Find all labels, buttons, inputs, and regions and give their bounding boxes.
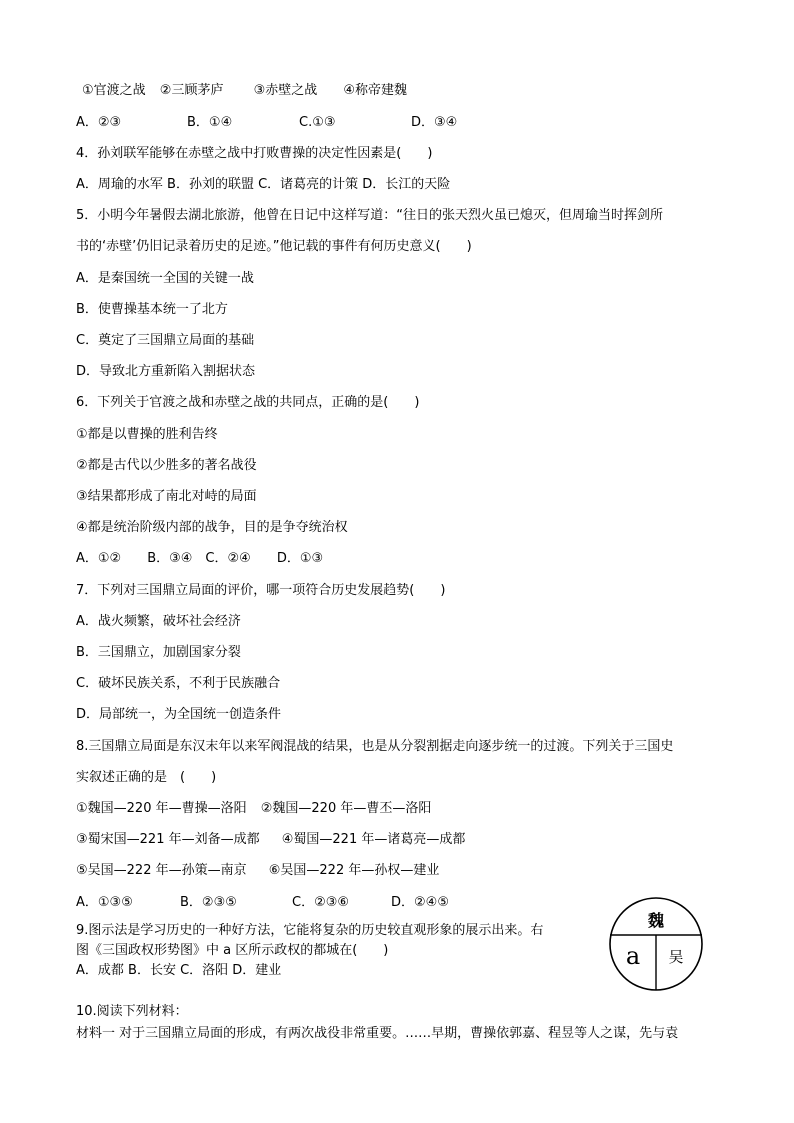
q3-option-c: C.①③ bbox=[299, 115, 336, 130]
q8-item-row-2 bbox=[76, 831, 465, 849]
q7-option-d: D．局部统一，为全国统一创造条件 bbox=[76, 707, 282, 722]
q8-stem-line2: 实叙述正确的是 ( ) bbox=[76, 770, 217, 785]
q6-stem: 6．下列关于官渡之战和赤壁之战的共同点，正确的是( ) bbox=[76, 395, 420, 410]
q6-item-4: ④都是统治阶级内部的战争，目的是争夺统治权 bbox=[76, 520, 348, 535]
q3-option-a: A．②③ bbox=[76, 115, 122, 130]
q6-item-2: ②都是古代以少胜多的著名战役 bbox=[76, 458, 257, 473]
three-kingdoms-circle-figure bbox=[607, 895, 705, 993]
q7-stem: 7．下列对三国鼎立局面的评价，哪一项符合历史发展趋势( ) bbox=[76, 583, 446, 598]
q10-material-1: 材料一 对于三国鼎立局面的形成，有两次战役非常重要。……早期，曹操依郭嘉、程昱等人之谋，先与袁 bbox=[76, 1026, 679, 1041]
q3-item: ②三顾茅庐 bbox=[159, 83, 224, 98]
q8-option-a: A．①③⑤ bbox=[76, 895, 133, 910]
q9-options: A．成都 B．长安 C．洛阳 D．建业 bbox=[76, 963, 282, 978]
q5-option-a: A．是秦国统一全国的关键一战 bbox=[76, 271, 254, 286]
q3-item: ④称帝建魏 bbox=[343, 83, 408, 98]
q3-option-b: B．①④ bbox=[187, 115, 233, 130]
q7-option-c: C．破坏民族关系，不利于民族融合 bbox=[76, 676, 281, 691]
q9-stem-line1: 9.图示法是学习历史的一种好方法，它能将复杂的历史较直观形象的展示出来。右 bbox=[76, 923, 544, 938]
q5-stem-line2: 书的‘赤壁’仍旧记录着历史的足迹。”他记载的事件有何历史意义( ) bbox=[76, 239, 472, 254]
q9-stem-line2: 图《三国政权形势图》中 a 区所示政权的都城在( ) bbox=[76, 943, 389, 958]
diagram-label-wu: 吴 bbox=[668, 948, 684, 966]
q8-item: ②魏国—220 年—曹丕—洛阳 bbox=[260, 801, 432, 816]
q8-item-row-3 bbox=[76, 862, 439, 880]
three-kingdoms-diagram bbox=[607, 895, 705, 993]
q3-item: ③赤壁之战 bbox=[253, 83, 318, 98]
q5-option-b: B．使曹操基本统一了北方 bbox=[76, 302, 228, 317]
q10-stem: 10.阅读下列材料： bbox=[76, 1004, 188, 1019]
q5-option-c: C．奠定了三国鼎立局面的基础 bbox=[76, 333, 255, 348]
q7-option-a: A．战火频繁，破坏社会经济 bbox=[76, 614, 241, 629]
q5-option-d: D．导致北方重新陷入割据状态 bbox=[76, 364, 256, 379]
q8-item-row-1 bbox=[76, 800, 431, 818]
q8-item: ①魏国—220 年—曹操—洛阳 bbox=[76, 801, 247, 816]
q3-option-d: D．③④ bbox=[411, 115, 458, 130]
q5-stem-line1: 5．小明今年暑假去湖北旅游，他曾在日记中这样写道：“往日的张天烈火虽已熄灭，但周瑜当时挥剑所 bbox=[76, 208, 664, 223]
q8-item: ⑥吴国—222 年—孙权—建业 bbox=[268, 863, 440, 878]
q8-option-c: C．②③⑥ bbox=[292, 895, 350, 910]
q4-stem: 4．孙刘联军能够在赤壁之战中打败曹操的决定性因素是( ) bbox=[76, 146, 433, 161]
diagram-label-a: a bbox=[625, 942, 641, 970]
q3-item: ①官渡之战 bbox=[82, 83, 146, 98]
q6-item-3: ③结果都形成了南北对峙的局面 bbox=[76, 489, 257, 504]
q8-item: ③蜀宋国—221 年—刘备—成都 bbox=[76, 832, 260, 847]
q8-option-b: B．②③⑤ bbox=[180, 895, 237, 910]
q3-items-row bbox=[82, 82, 407, 100]
diagram-label-wei: 魏 bbox=[647, 911, 665, 930]
q8-item: ④蜀国—221 年—诸葛亮—成都 bbox=[281, 832, 466, 847]
q7-option-b: B．三国鼎立，加剧国家分裂 bbox=[76, 645, 241, 660]
q8-item: ⑤吴国—222 年—孙策—南京 bbox=[76, 863, 247, 878]
q8-stem-line1: 8.三国鼎立局面是东汉末年以来军阀混战的结果，也是从分裂割据走向逐步统一的过渡。下列关于三国史 bbox=[76, 739, 674, 754]
q6-item-1: ①都是以曹操的胜利告终 bbox=[76, 427, 218, 442]
q4-options: A．周瑜的水军 B．孙刘的联盟 C．诸葛亮的计策 D．长江的天险 bbox=[76, 177, 451, 192]
q6-options: A．①② B．③④ C．②④ D．①③ bbox=[76, 551, 324, 566]
q8-option-d: D．②④⑤ bbox=[391, 895, 449, 910]
